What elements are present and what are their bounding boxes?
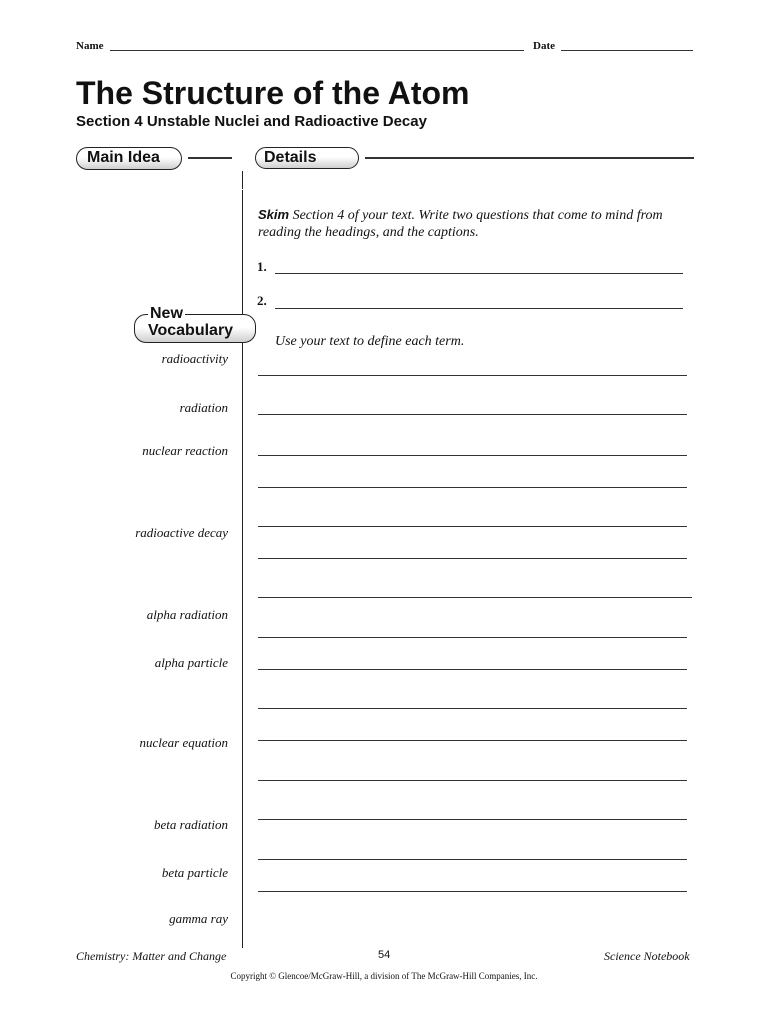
definition-line[interactable] <box>258 891 687 892</box>
details-rule <box>365 157 694 159</box>
term-nuclear-equation: nuclear equation <box>139 735 228 750</box>
definition-line[interactable] <box>258 375 687 376</box>
page-title: The Structure of the Atom <box>76 75 470 111</box>
definition-line[interactable] <box>258 740 687 741</box>
section-subtitle: Section 4 Unstable Nuclei and Radioactive Decay <box>76 113 427 130</box>
definition-line[interactable] <box>258 669 687 670</box>
column-divider <box>242 190 243 948</box>
definition-line[interactable] <box>258 414 687 415</box>
new-vocabulary-badge <box>134 305 256 343</box>
term-alpha-particle: alpha particle <box>154 655 228 670</box>
page-number: 54 <box>378 949 391 961</box>
footer-notebook-label: Science Notebook <box>604 949 690 963</box>
footer-book-title: Chemistry: Matter and Change <box>76 949 227 963</box>
definition-line[interactable] <box>258 455 687 456</box>
date-label: Date <box>533 40 555 52</box>
column-divider-top <box>242 171 243 189</box>
definition-line[interactable] <box>258 597 692 598</box>
skim-text: Section 4 of your text. Write two questions that come to mind from reading the headings, and the captions. <box>258 208 663 240</box>
copyright-notice: Copyright © Glencoe/McGraw-Hill, a division of The McGraw-Hill Companies, Inc. <box>230 971 538 981</box>
skim-instruction <box>258 206 694 241</box>
term-nuclear-reaction: nuclear reaction <box>142 443 228 458</box>
date-field[interactable] <box>561 50 693 51</box>
skim-label: Skim <box>258 207 290 222</box>
term-radioactivity: radioactivity <box>161 351 228 366</box>
term-gamma-ray: gamma ray <box>169 911 228 926</box>
main-idea-rule <box>188 157 232 159</box>
definition-line[interactable] <box>258 819 687 820</box>
details-header: Details <box>255 147 359 169</box>
question-1-answer-line[interactable] <box>275 273 683 274</box>
term-beta-particle: beta particle <box>161 865 228 880</box>
question-2-number: 2. <box>257 293 267 308</box>
name-field[interactable] <box>110 50 524 51</box>
definition-line[interactable] <box>258 859 687 860</box>
term-alpha-radiation: alpha radiation <box>146 607 228 622</box>
main-idea-header: Main Idea <box>76 147 182 170</box>
definition-line[interactable] <box>258 558 687 559</box>
definition-line[interactable] <box>258 637 687 638</box>
definition-line[interactable] <box>258 487 687 488</box>
term-beta-radiation: beta radiation <box>153 817 228 832</box>
badge-vocabulary-label: Vocabulary <box>148 322 234 339</box>
badge-new-label: New <box>150 305 183 322</box>
definition-line[interactable] <box>258 780 687 781</box>
definition-line[interactable] <box>258 708 687 709</box>
definition-line[interactable] <box>258 526 687 527</box>
question-1-number: 1. <box>257 259 267 274</box>
question-2-answer-line[interactable] <box>275 308 683 309</box>
definition-instruction: Use your text to define each term. <box>275 334 465 349</box>
name-label: Name <box>76 40 104 52</box>
term-radiation: radiation <box>179 400 228 415</box>
term-radioactive-decay: radioactive decay <box>135 525 228 540</box>
